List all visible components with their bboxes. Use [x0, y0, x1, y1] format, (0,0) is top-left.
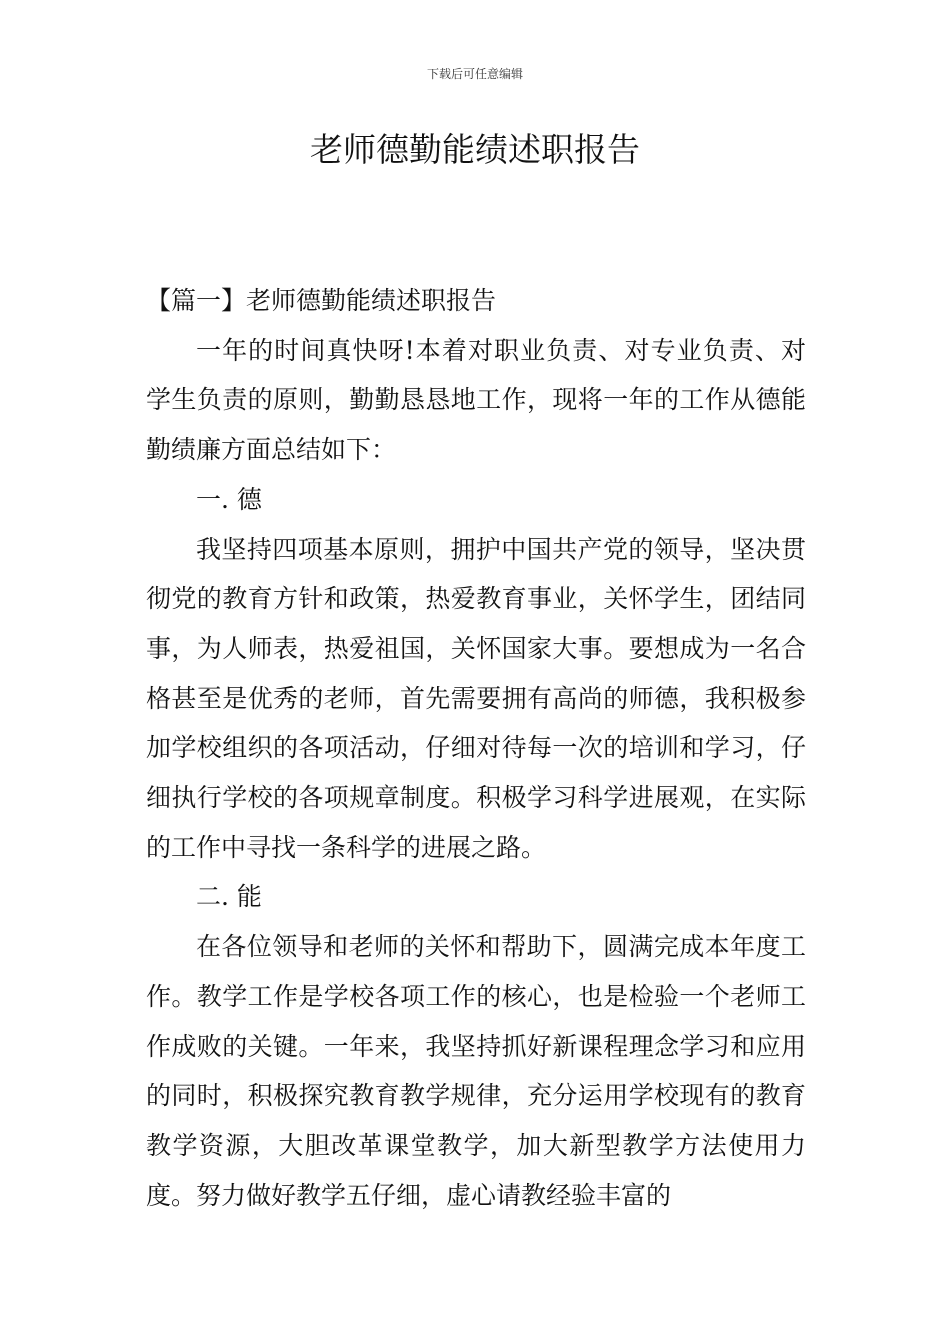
heading-ability: 二. 能	[196, 882, 262, 912]
document-body	[146, 276, 806, 1220]
paragraph-virtue: 我坚持四项基本原则，拥护中国共产党的领导，坚决贯彻党的教育方针和政策，热爱教育事业，关怀学生，团结同事，为人师表，热爱祖国，关怀国家大事。要想成为一名合格甚至是优秀的老师，首先需要拥有高尚的师德，我积极参加学校组织的各项活动，仔细对待每一次的培训和学习，仔细执行学校的各项规章制度。积极学习科学进展观，在实际的工作中寻找一条科学的进展之路。	[146, 534, 806, 862]
paragraph-ability: 在各位领导和老师的关怀和帮助下，圆满完成本年度工作。教学工作是学校各项工作的核心，也是检验一个老师工作成败的关键。一年来，我坚持抓好新课程理念学习和应用的同时，积极探究教育教学规律，充分运用学校现有的教育教学资源，大胆改革课堂教学，加大新型教学方法使用力度。努力做好教学五仔细，虚心请教经验丰富的	[146, 932, 806, 1210]
paragraph-intro: 一年的时间真快呀!本着对职业负责、对专业负责、对学生负责的原则，勤勤恳恳地工作，现将一年的工作从德能勤绩廉方面总结如下：	[146, 335, 806, 465]
heading-virtue: 一. 德	[196, 484, 262, 514]
page-header-note: 下载后可任意编辑	[426, 67, 523, 81]
section-title: 【篇一】老师德勤能绩述职报告	[146, 286, 497, 315]
document-title: 老师德勤能绩述职报告	[310, 130, 640, 169]
